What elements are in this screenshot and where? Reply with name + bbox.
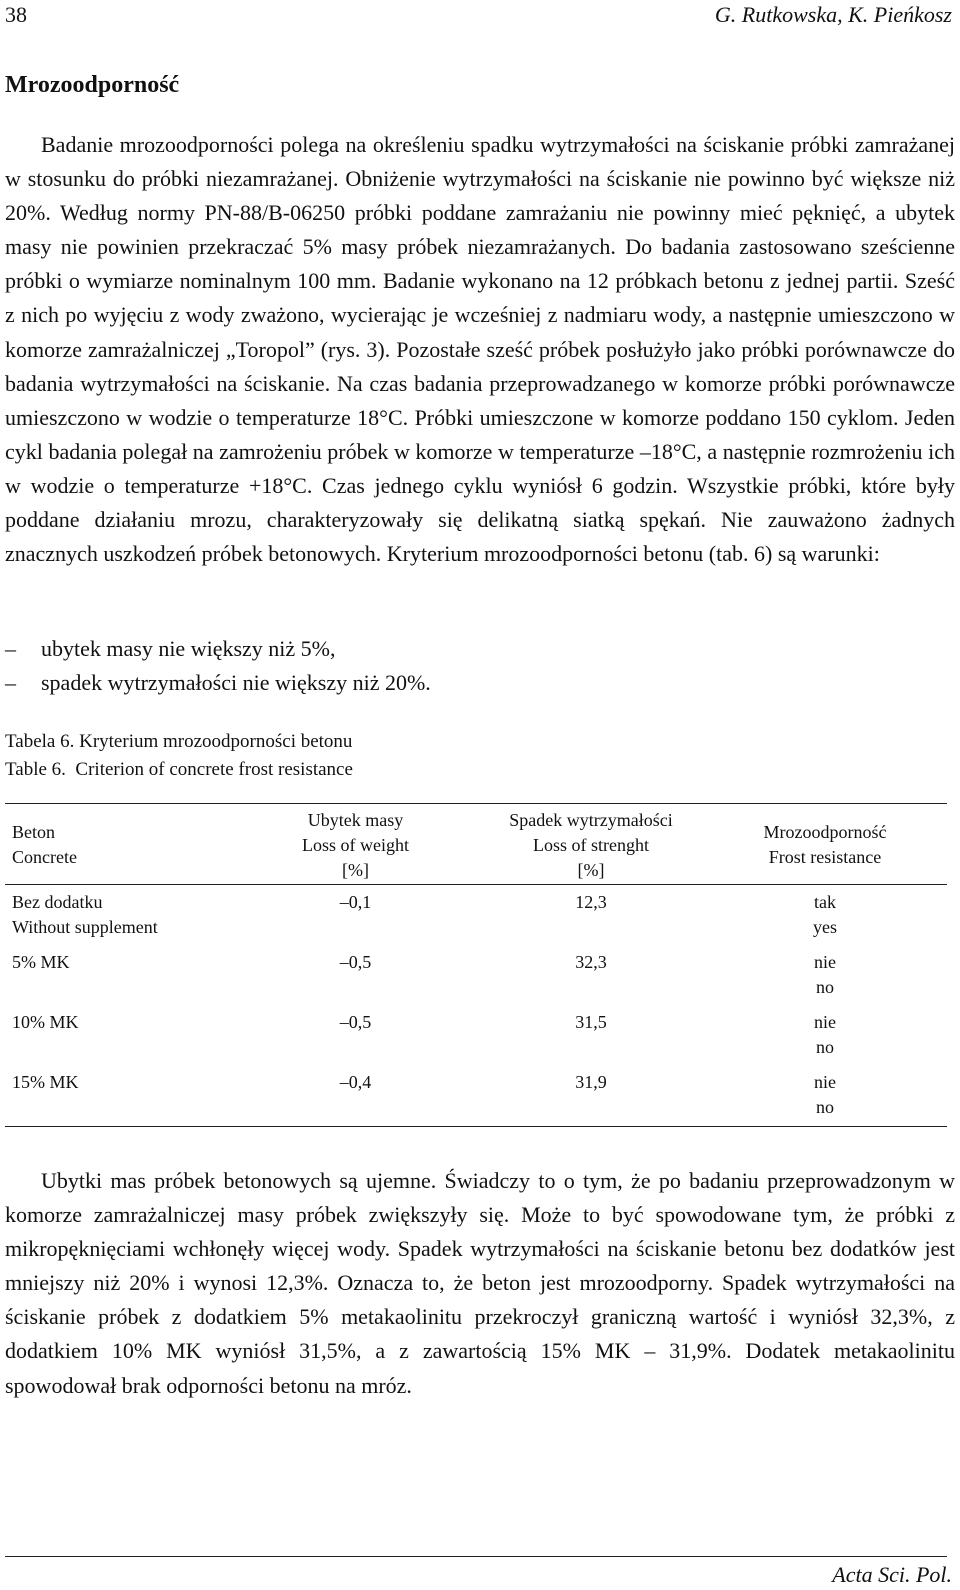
table-header-concrete (12, 820, 77, 870)
criteria-item-text: spadek wytrzymałości nie większy niż 20%. (41, 670, 431, 696)
running-head-authors: G. Rutkowska, K. Pieńkosz (714, 2, 952, 27)
table-header-loss-strength (480, 808, 702, 883)
cell-text: nie (814, 1072, 836, 1092)
cell-concrete (12, 1070, 79, 1095)
criteria-list (5, 632, 431, 700)
header-text: Loss of weight (302, 835, 409, 855)
cell-loss-strength: 31,5 (575, 1012, 607, 1032)
criteria-item-text: ubytek masy nie większy niż 5%, (41, 636, 336, 661)
cell-frost (730, 950, 920, 1000)
cell-text: nie (814, 1012, 836, 1032)
footer-rule (5, 1556, 947, 1557)
table-caption-en: Table 6. Criterion of concrete frost resistance (5, 759, 353, 780)
paragraph-results-discussion (5, 1164, 955, 1403)
cell-text: nie (814, 952, 836, 972)
list-item: – ubytek masy nie większy niż 5%, (5, 632, 431, 666)
table-caption-pl: Tabela 6. Kryterium mrozoodporności betonu (5, 731, 353, 752)
table-rule-top (5, 803, 947, 804)
cell-loss-weight: –0,5 (339, 1012, 372, 1032)
cell-frost (730, 1010, 920, 1060)
cell-text: Without supplement (12, 917, 158, 937)
section-title: Mrozoodporność (5, 72, 180, 98)
journal-name: Acta Sci. Pol. (832, 1562, 952, 1587)
header-text: Mrozoodporność (763, 822, 887, 842)
cell-text: Bez dodatku (12, 892, 103, 912)
cell-text: no (816, 1037, 834, 1057)
cell-loss-strength: 31,9 (575, 1072, 607, 1092)
cell-text: tak (814, 892, 836, 912)
paragraph-frost-method (5, 128, 955, 571)
cell-loss-weight: –0,5 (339, 952, 372, 972)
header-text: Ubytek masy (307, 810, 404, 830)
table-header-frost-resistance (730, 820, 920, 870)
list-item: – spadek wytrzymałości nie większy niż 20%. (5, 666, 431, 700)
header-text: Spadek wytrzymałości (509, 810, 673, 830)
page-number: 38 (5, 2, 27, 27)
cell-loss-weight: –0,1 (339, 892, 372, 912)
table-header-loss-weight (258, 808, 453, 883)
cell-concrete (12, 1010, 79, 1035)
header-text: [%] (342, 860, 369, 880)
cell-frost (730, 1070, 920, 1120)
cell-text: yes (813, 917, 837, 937)
cell-loss-strength: 32,3 (575, 952, 607, 972)
cell-frost (730, 890, 920, 940)
cell-text: no (816, 1097, 834, 1117)
cell-concrete (12, 950, 70, 975)
table-rule-header (5, 884, 947, 885)
header-text: Concrete (12, 847, 77, 867)
header-text: Frost resistance (768, 847, 882, 867)
cell-text: 15% MK (12, 1072, 79, 1092)
paragraph-results-text: Ubytki mas próbek betonowych są ujemne. Świadczy to o tym, że po badaniu przeprowadzonym w komorze zamrażalniczej masy próbek zwiększyły się. Może to być spowodowane tym, że próbki z mikropęknięciami wchłonęły więcej wody. Spadek wytrzymałości na ściskanie betonu bez dodatków jest mniejszy niż 20% i wynosi 12,3%. Oznacza to, że beton jest mrozoodporny. Spadek wytrzymałości na ściskanie próbek z dodatkiem 5% metakaolinitu przekroczył graniczną wartość i wyniósł 32,3%, z dodatkiem 10% MK wyniósł 31,5%, a z zawartością 15% MK – 31,9%. Dodatek metakaolinitu spowodował brak odporności betonu na mróz. (5, 1168, 955, 1398)
cell-loss-weight: –0,4 (339, 1072, 372, 1092)
cell-concrete (12, 890, 158, 940)
cell-text: no (816, 977, 834, 997)
header-text: [%] (577, 860, 605, 880)
cell-text: 10% MK (12, 1012, 79, 1032)
paragraph-frost-method-text: Badanie mrozoodporności polega na określeniu spadku wytrzymałości na ściskanie próbki zamrażanej w stosunku do próbki niezamrażanej. Obniżenie wytrzymałości na ściskanie nie powinno być większe niż 20%. Według normy PN-88/B-06250 próbki poddane zamrażaniu nie powinny mieć pęknięć, a ubytek masy nie powinien przekraczać 5% masy próbek niezamrażanych. Do badania zastosowano sześcienne próbki o wymiarze nominalnym 100 mm. Badanie wykonano na 12 próbkach betonu z jednej partii. Sześć z nich po wyjęciu z wody zważono, wycierając je wcześniej z nadmiaru wody, a następnie umieszczono w komorze zamrażalniczej „Toropol” (rys. 3). Pozostałe sześć próbek posłużyło jako próbki porównawcze do badania wytrzymałości na ściskanie. Na czas badania przeprowadzanego w komorze próbki porównawcze umieszczono w wodzie o temperaturze 18°C. Próbki umieszczone w komorze poddano 150 cyklom. Jeden cykl badania polegał na zamrożeniu próbek w komorze w temperaturze –18°C, a następnie rozmrożeniu ich w wodzie o temperaturze +18°C. Czas jednego cyklu wyniósł 6 godzin. Wszystkie próbki, które były poddane działaniu mrozu, charakteryzowały się delikatną siatką spękań. Nie zauważono żadnych znacznych uszkodzeń próbek betonowych. Kryterium mrozoodporności betonu (tab. 6) są warunki: (5, 132, 955, 567)
header-text: Beton (12, 822, 55, 842)
cell-loss-strength: 12,3 (575, 892, 607, 912)
cell-text: 5% MK (12, 952, 70, 972)
table-rule-bottom (5, 1126, 947, 1127)
header-text: Loss of strenght (533, 835, 649, 855)
table-caption (5, 728, 353, 784)
